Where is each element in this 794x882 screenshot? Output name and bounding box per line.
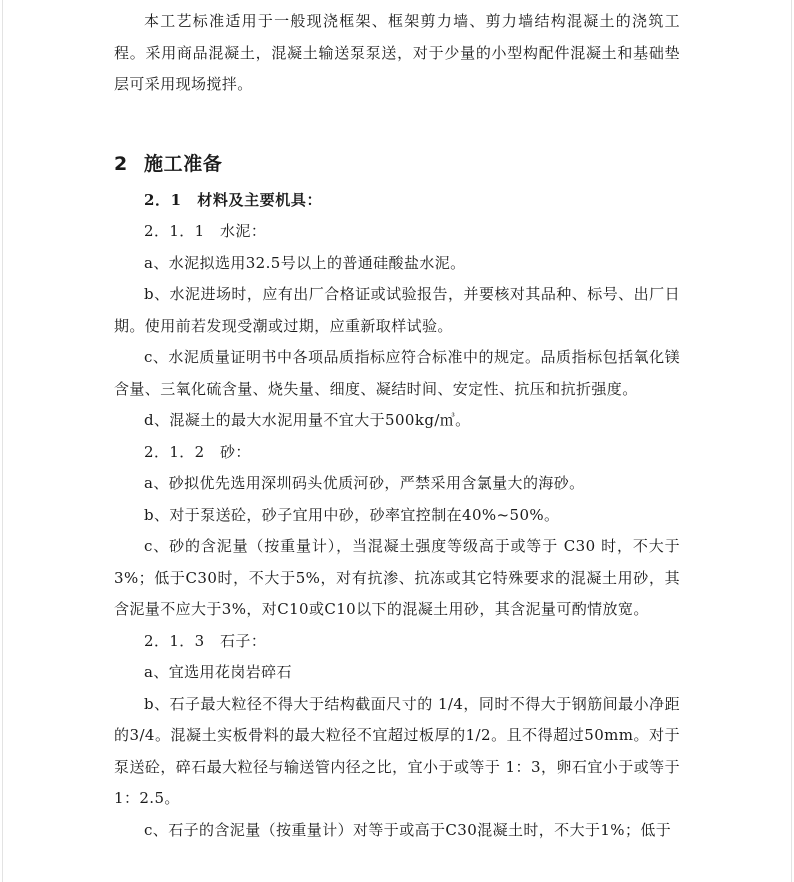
cement-heading: 2．1．1 水泥： bbox=[144, 222, 267, 240]
cement-item-d: d、混凝土的最大水泥用量不宜大于500kg/㎥。 bbox=[144, 411, 471, 429]
cement-item-b: b、水泥进场时，应有出厂合格证或试验报告，并要核对其品种、标号、出厂日期。使用前若发现受潮或过期，应重新取样试验。 bbox=[114, 285, 680, 335]
section-title: 施工准备 bbox=[144, 152, 223, 175]
stone-item-c: c、石子的含泥量（按重量计）对等于或高于C30混凝土时，不大于1%；低于 bbox=[144, 820, 672, 839]
left-page-edge bbox=[2, 0, 3, 882]
sand-heading: 2．1．2 砂： bbox=[144, 442, 251, 461]
intro-paragraph: 本工艺标准适用于一般现浇框架、框架剪力墙、剪力墙结构混凝土的浇筑工程。采用商品混凝土，混凝土输送泵泵送，对于少量的小型构配件混凝土和基础垫层可采用现场搅拌。 bbox=[114, 12, 680, 93]
subsection-heading: 2．1 材料及主要机具： bbox=[144, 190, 323, 209]
stone-item-b: b、石子最大粒径不得大于结构截面尺寸的 1/4，同时不得大于钢筋间最小净距的3/4。混凝土实板骨料的最大粒径不宜超过板厚的1/2。且不得超过50mm。对于泵送砼，碎石最大粒径与输送管内径之比，宜小于或等于 1：3，卵石宜小于或等于1：2.5。 bbox=[114, 694, 680, 807]
sand-item-c: c、砂的含泥量（按重量计），当混凝土强度等级高于或等于 C30 时，不大于3%；低于C30时，不大于5%，对有抗渗、抗冻或其它特殊要求的混凝土用砂，其含泥量不应大于3%，对C10或C10以下的混凝土用砂，其含泥量可酌情放宽。 bbox=[114, 537, 680, 618]
sand-item-b: b、对于泵送砼，砂子宜用中砂，砂率宜控制在40%~50%。 bbox=[144, 505, 560, 524]
section-number: 2 bbox=[114, 152, 128, 175]
stone-heading: 2．1．3 石子： bbox=[144, 631, 267, 650]
stone-item-a: a、宜选用花岗岩碎石 bbox=[144, 663, 292, 681]
right-page-edge bbox=[791, 0, 792, 882]
section-heading bbox=[114, 149, 680, 179]
cement-item-c: c、水泥质量证明书中各项品质指标应符合标准中的规定。品质指标包括氧化镁含量、三氧化硫含量、烧失量、细度、凝结时间、安定性、抗压和抗折强度。 bbox=[114, 348, 680, 398]
cement-item-a: a、水泥拟选用32.5号以上的普通硅酸盐水泥。 bbox=[144, 253, 466, 272]
sand-item-a: a、砂拟优先选用深圳码头优质河砂，严禁采用含氯量大的海砂。 bbox=[144, 474, 585, 492]
